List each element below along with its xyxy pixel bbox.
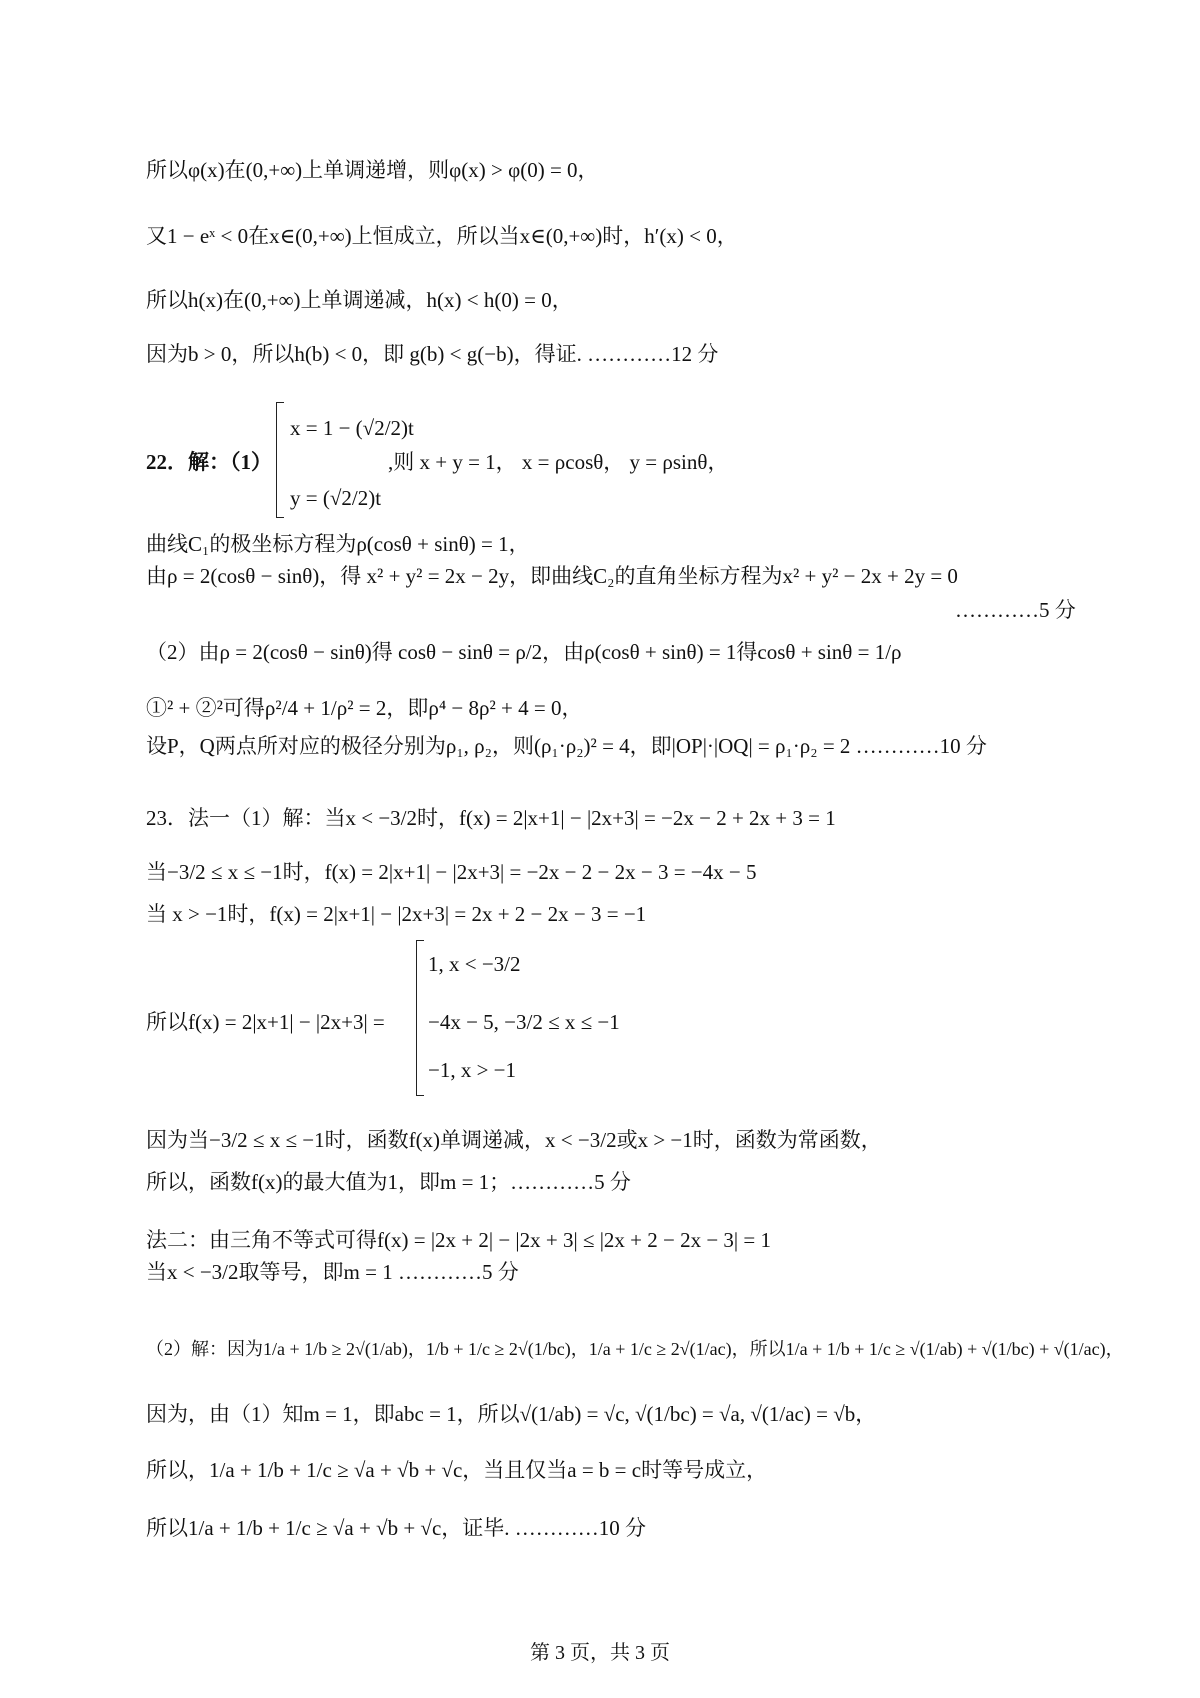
q23-line-6: 所以，函数f(x)的最大值为1，即m = 1；…………5 分 [146, 1170, 631, 1194]
q23-line-1: 23．法一（1）解：当x < −3/2时，f(x) = 2|x+1| − |2x+3| = −2x − 2 + 2x + 3 = 1 [146, 806, 836, 830]
q23-piecewise-row-1: 1, x < −3/2 [428, 952, 521, 976]
page-footer: 第 3 页，共 3 页 [530, 1642, 670, 1664]
q22-system-row-2: y = (√2/2)t [290, 486, 382, 510]
line-1: 所以φ(x)在(0,+∞)上单调递增，则φ(x) > φ(0) = 0， [146, 158, 599, 182]
q23-line-2: 当−3/2 ≤ x ≤ −1时，f(x) = 2|x+1| − |2x+3| = −2x − 2 − 2x − 3 = −4x − 5 [146, 860, 757, 884]
q23-piecewise-brace [416, 940, 417, 1096]
line-3: 所以h(x)在(0,+∞)上单调递减，h(x) < h(0) = 0， [146, 288, 573, 312]
q23-piecewise-row-2: −4x − 5, −3/2 ≤ x ≤ −1 [428, 1010, 620, 1034]
q22-line-1: ,则 x + y = 1， x = ρcosθ， y = ρsinθ， [388, 450, 729, 474]
line-2: 又1 − eˣ < 0在x∈(0,+∞)上恒成立，所以当x∈(0,+∞)时，h′(x) < 0， [146, 224, 738, 248]
q23-line-12: 所以1/a + 1/b + 1/c ≥ √a + √b + √c，证毕. …………10 分 [146, 1516, 647, 1540]
line-4: 因为b > 0，所以h(b) < 0，即 g(b) < g(−b)，得证. …………12 分 [146, 342, 719, 366]
q23-line-8: 当x < −3/2取等号，即m = 1 …………5 分 [146, 1260, 519, 1284]
q22-line-2: 曲线C₁的极坐标方程为ρ(cosθ + sinθ) = 1， [146, 532, 530, 556]
q23-line-5: 因为当−3/2 ≤ x ≤ −1时，函数f(x)单调递减，x < −3/2或x > −1时，函数为常函数， [146, 1128, 882, 1152]
q22-score-1: …………5 分 [955, 598, 1076, 622]
q23-line-3: 当 x > −1时，f(x) = 2|x+1| − |2x+3| = 2x + 2 − 2x − 3 = −1 [146, 902, 647, 926]
q22-system-brace [276, 402, 277, 518]
q23-line-7: 法二：由三角不等式可得f(x) = |2x + 2| − |2x + 3| ≤ |2x + 2 − 2x − 3| = 1 [146, 1228, 771, 1252]
q23-line-4: 所以f(x) = 2|x+1| − |2x+3| = [146, 1010, 385, 1034]
q22-line-4: （2）由ρ = 2(cosθ − sinθ)得 cosθ − sinθ = ρ/2，由ρ(cosθ + sinθ) = 1得cosθ + sinθ = 1/ρ [146, 640, 902, 664]
q22-heading: 22．解：（1） [146, 450, 272, 474]
q22-line-6: 设P，Q两点所对应的极径分别为ρ₁, ρ₂，则(ρ₁·ρ₂)² = 4，即|OP|·|OQ| = ρ₁·ρ₂ = 2 …………10 分 [146, 734, 987, 758]
q23-line-10: 因为，由（1）知m = 1，即abc = 1，所以√(1/ab) = √c, √(1/bc) = √a, √(1/ac) = √b， [146, 1402, 877, 1426]
q23-line-9: （2）解：因为1/a + 1/b ≥ 2√(1/ab)，1/b + 1/c ≥ 2√(1/bc)，1/a + 1/c ≥ 2√(1/ac)，所以1/a + 1/b + 1/c ≥ √(1/ab) + √(1/bc) + √(1/ac)， [146, 1339, 1124, 1359]
q22-line-3: 由ρ = 2(cosθ − sinθ)，得 x² + y² = 2x − 2y，即曲线C₂的直角坐标方程为x² + y² − 2x + 2y = 0 [146, 564, 958, 588]
q22-line-5: ①² + ②²可得ρ²/4 + 1/ρ² = 2，即ρ⁴ − 8ρ² + 4 = 0， [146, 696, 583, 720]
q23-line-11: 所以，1/a + 1/b + 1/c ≥ √a + √b + √c，当且仅当a = b = c时等号成立， [146, 1458, 768, 1482]
q22-system-row-1: x = 1 − (√2/2)t [290, 416, 414, 440]
q23-piecewise-row-3: −1, x > −1 [428, 1058, 517, 1082]
